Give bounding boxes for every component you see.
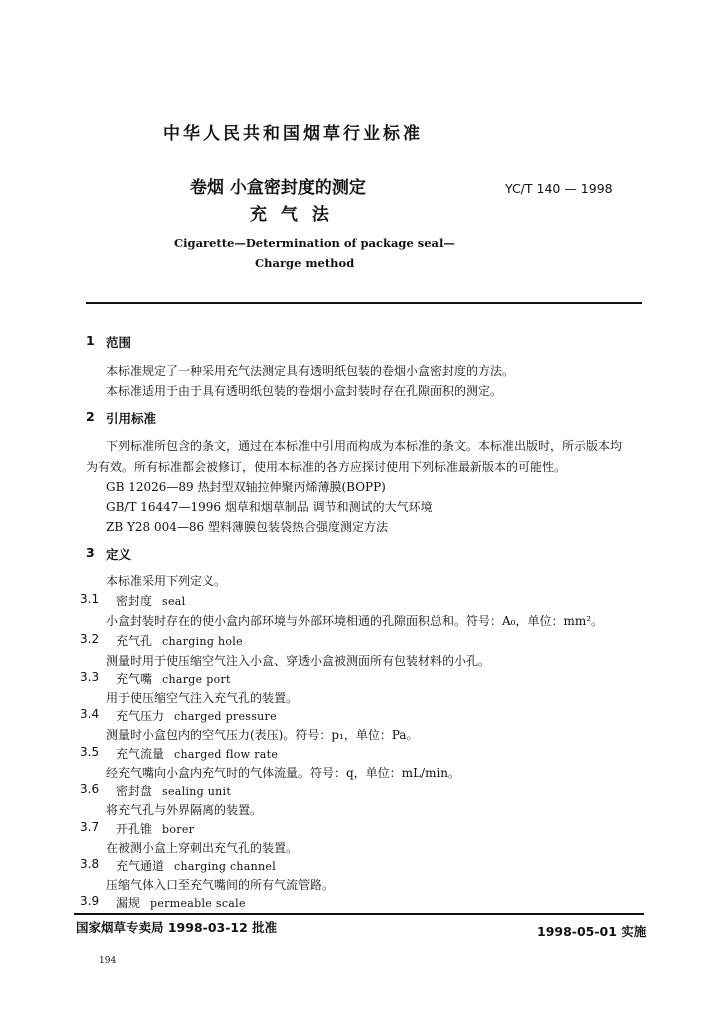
definition-term	[116, 707, 277, 724]
section-2-paragraph: 下列标准所包含的条文，通过在本标准中引用而构成为本标准的条文。本标准出版时，所示版本均	[106, 439, 623, 453]
definition-term-zh: 充气通道	[116, 859, 165, 873]
definition-description: 压缩气体入口至充气嘴间的所有气流管路。	[106, 878, 335, 892]
definition-term	[116, 670, 231, 687]
definition-term-zh: 充气流量	[116, 747, 165, 761]
definition-term-zh: 开孔锥	[116, 822, 153, 836]
definition-term	[116, 632, 243, 649]
definition-description: 小盒封装时存在的使小盒内部环境与外部环境相通的孔隙面积总和。符号：A₀，单位：mm²。	[106, 614, 604, 628]
header-rule	[86, 302, 642, 304]
definition-number: 3.2	[80, 632, 100, 646]
definition-term-en: charged flow rate	[174, 748, 279, 761]
implementation-date: 1998-05-01 实施	[537, 924, 647, 939]
reference-item: GB/T 16447—1996 烟草和烟草制品 调节和测试的大气环境	[106, 500, 433, 514]
definition-number: 3.1	[80, 592, 100, 606]
definition-term	[116, 592, 185, 609]
definition-description: 将充气孔与外界隔离的装置。	[106, 803, 263, 817]
definition-number: 3.4	[80, 707, 100, 721]
definition-term-zh: 密封度	[116, 594, 153, 608]
definition-description: 测量时用于使压缩空气注入小盒、穿透小盒被测面所有包装材料的小孔。	[106, 654, 491, 668]
definition-term-en: charging hole	[162, 635, 243, 648]
section-2-number: 2	[86, 409, 95, 424]
document-title-line2: 充 气 法	[250, 205, 333, 225]
document-title-line1: 卷烟 小盒密封度的测定	[190, 178, 366, 198]
definition-description: 在被测小盒上穿刺出充气孔的装置。	[106, 841, 299, 855]
page-number: 194	[99, 956, 117, 966]
section-2-paragraph: 为有效。所有标准都会被修订，使用本标准的各方应探讨使用下列标准最新版本的可能性。	[86, 460, 567, 474]
definition-term	[116, 820, 194, 837]
section-1-number: 1	[86, 333, 95, 348]
english-title-line2: Charge method	[255, 256, 355, 270]
definition-term	[116, 894, 246, 911]
section-3-intro: 本标准采用下列定义。	[106, 574, 227, 588]
english-title-line1: Cigarette—Determination of package seal—	[174, 236, 455, 250]
definition-term-zh: 充气嘴	[116, 672, 153, 686]
definition-description: 测量时小盒包内的空气压力(表压)。符号：p₁，单位：Pa。	[106, 728, 419, 742]
definition-term-en: seal	[162, 595, 186, 608]
definition-term-zh: 充气压力	[116, 709, 165, 723]
definition-term-en: charged pressure	[174, 710, 277, 723]
definition-term	[116, 857, 276, 874]
standard-organization-title: 中华人民共和国烟草行业标准	[163, 124, 423, 144]
definition-term-zh: 漏规	[116, 896, 141, 910]
definition-description: 用于使压缩空气注入充气孔的装置。	[106, 691, 299, 705]
definition-term-zh: 密封盘	[116, 784, 153, 798]
section-1-heading: 范围	[106, 335, 132, 350]
definition-number: 3.8	[80, 857, 100, 871]
section-1-paragraph: 本标准规定了一种采用充气法测定具有透明纸包装的卷烟小盒密封度的方法。	[106, 364, 515, 378]
definition-number: 3.7	[80, 820, 100, 834]
section-1-paragraph: 本标准适用于由于具有透明纸包装的卷烟小盒封装时存在孔隙面积的测定。	[106, 384, 503, 398]
definition-description: 经充气嘴向小盒内充气时的气体流量。符号：q，单位：mL/min。	[106, 766, 461, 780]
reference-item: GB 12026—89 热封型双轴拉伸聚丙烯薄膜(BOPP)	[106, 480, 386, 494]
definition-number: 3.3	[80, 670, 100, 684]
definition-term-en: permeable scale	[150, 897, 246, 910]
definition-term-en: charge port	[162, 673, 231, 686]
definition-term-en: borer	[162, 823, 195, 836]
approval-date: 国家烟草专卖局 1998-03-12 批准	[76, 920, 278, 935]
definition-number: 3.6	[80, 782, 100, 796]
definition-number: 3.9	[80, 894, 100, 908]
footer-rule	[74, 913, 644, 915]
definition-term-en: sealing unit	[162, 785, 232, 798]
section-3-heading: 定义	[106, 547, 132, 562]
reference-item: ZB Y28 004—86 塑料薄膜包装袋热合强度测定方法	[106, 520, 388, 534]
definition-term	[116, 745, 278, 762]
section-2-heading: 引用标准	[106, 411, 157, 426]
definition-number: 3.5	[80, 745, 100, 759]
definition-term-zh: 充气孔	[116, 634, 153, 648]
section-3-number: 3	[86, 545, 95, 560]
definition-term-en: charging channel	[174, 860, 277, 873]
definition-term	[116, 782, 231, 799]
standard-number: YC/T 140 — 1998	[505, 181, 613, 196]
